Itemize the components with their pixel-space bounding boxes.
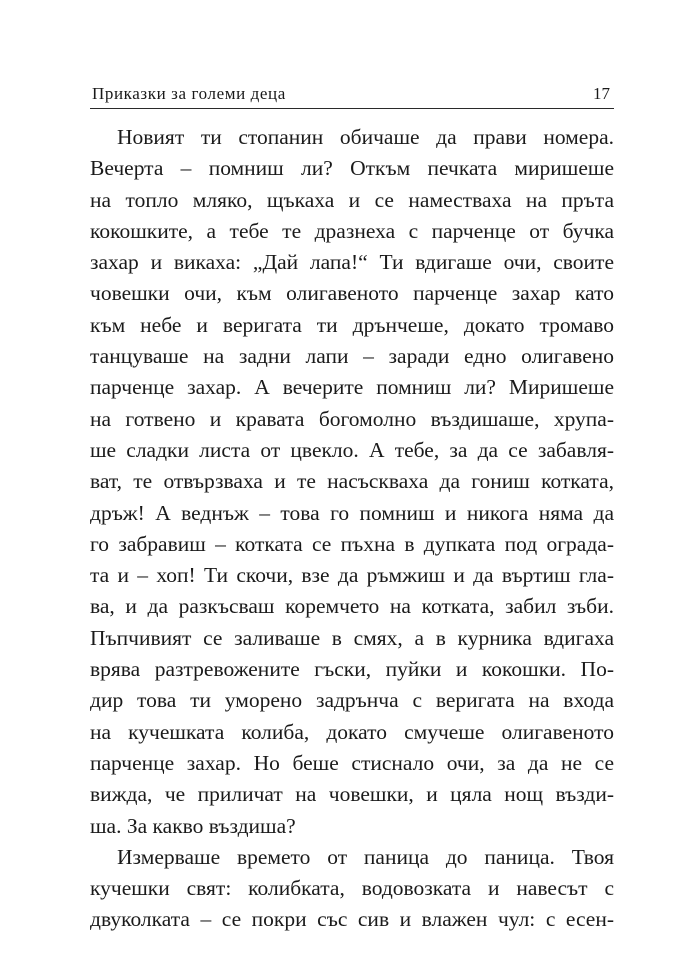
- text-line: ша. За какво въздиша?: [90, 813, 296, 838]
- running-head: [92, 84, 612, 106]
- text-line: врява разтревожените гъски, пуйки и кокошки. По-: [90, 657, 614, 682]
- body-text: [90, 122, 614, 936]
- text-line: кокошките, а тебе те дразнеха с парченце от бучка: [90, 218, 614, 243]
- text-line: го забравиш – котката се пъхна в дупката под ограда-: [90, 531, 614, 556]
- text-line: Вечерта – помниш ли? Откъм печката миришеше: [90, 156, 614, 181]
- text-line: вижда, че приличат на човешки, и цяла нощ възди-: [90, 782, 614, 807]
- text-line: захар и викаха: „Дай лапа!“ Ти вдигаше очи, своите: [90, 250, 614, 275]
- text-line: ват, те отвързваха и те насъскваха да гониш котката,: [90, 469, 614, 494]
- text-line: парченце захар. А вечерите помниш ли? Миришеше: [90, 375, 614, 400]
- text-line: дръж! А веднъж – това го помниш и никога няма да: [90, 500, 614, 525]
- header-rule: [90, 108, 614, 109]
- text-line: човешки очи, към олигавеното парченце захар като: [90, 281, 614, 306]
- text-line: на топло мляко, щъкаха и се наместваха на пръта: [90, 187, 614, 212]
- text-line: Пъпчивият се заливаше в смях, а в курника вдигаха: [90, 625, 614, 650]
- text-line: парченце захар. Но беше стиснало очи, за да не се: [90, 750, 614, 775]
- text-line: Измерваше времето от паница до паница. Твоя: [117, 844, 614, 869]
- text-line: на готвено и кравата богомолно въздишаше, хрупа-: [90, 406, 614, 431]
- text-line: танцуваше на задни лапи – заради едно олигавено: [90, 344, 614, 369]
- text-line: ше сладки листа от цвекло. А тебе, за да се забавля-: [90, 437, 614, 462]
- text-line: дир това ти уморено задрънча с веригата на входа: [90, 688, 614, 713]
- text-line: двуколката – се покри със сив и влажен чул: с есен-: [90, 907, 614, 932]
- text-line: кучешки свят: колибката, водовозката и навесът с: [90, 876, 614, 901]
- text-line: към небе и веригата ти дрънчеше, докато тромаво: [90, 312, 614, 337]
- text-line: на кучешката колиба, докато смучеше олигавеното: [90, 719, 614, 744]
- book-title: Приказки за големи деца: [92, 84, 286, 103]
- text-line: Новият ти стопанин обичаше да прави номера.: [117, 125, 614, 149]
- text-line: та и – хоп! Ти скочи, взе да ръмжиш и да въртиш гла-: [90, 563, 614, 588]
- text-line: ва, и да разкъсваш коремчето на котката, забил зъби.: [90, 594, 614, 619]
- page-number: 17: [593, 84, 610, 103]
